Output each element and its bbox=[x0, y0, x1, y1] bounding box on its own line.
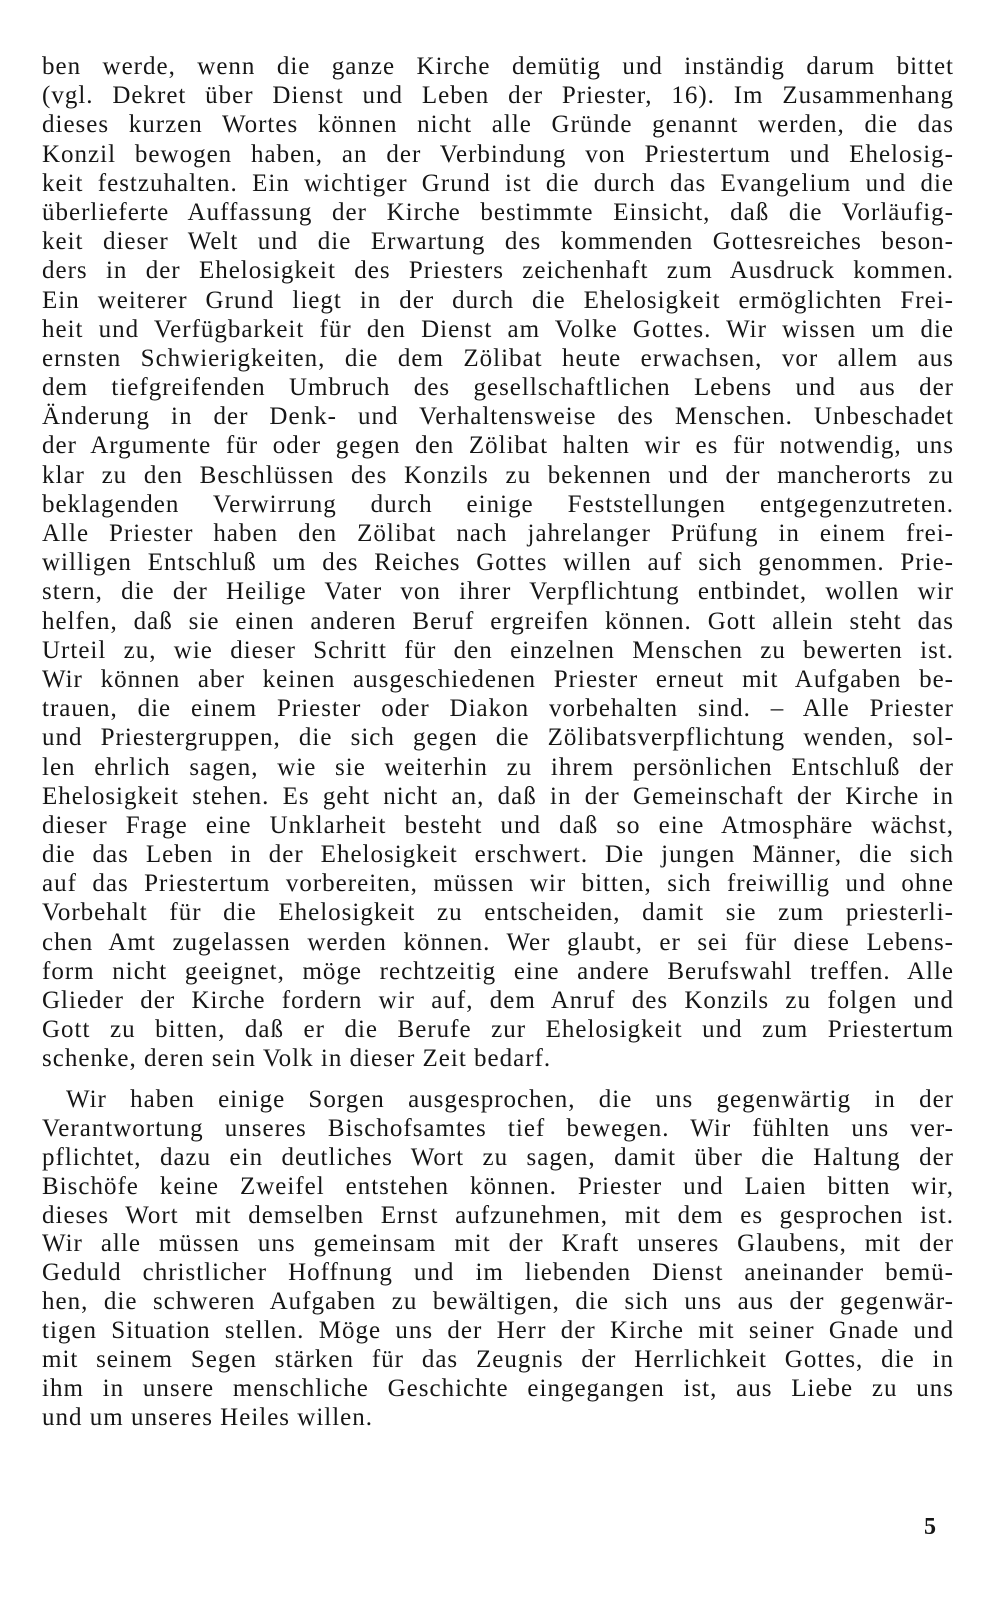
text-line: schenke, deren sein Volk in dieser Zeit bedarf. bbox=[42, 1045, 552, 1073]
paragraph-1 bbox=[42, 52, 954, 1074]
text-line: auf das Priestertum vorbereiten, müssen wir bitten, sich freiwillig und ohne bbox=[42, 870, 954, 898]
text-line: Wir können aber keinen ausgeschiedenen Priester erneut mit Aufgaben be- bbox=[42, 665, 954, 693]
text-line: Glieder der Kirche fordern wir auf, dem Anruf des Konzils zu folgen und bbox=[42, 987, 954, 1014]
text-line: und Priestergruppen, die sich gegen die Zölibatsverpflichtung wenden, sol- bbox=[42, 724, 954, 752]
text-line: der Argumente für oder gegen den Zölibat halten wir es für notwendig, uns bbox=[42, 432, 954, 460]
text-line: keit festzuhalten. Ein wichtiger Grund ist die durch das Evangelium und die bbox=[42, 169, 954, 197]
text-line: überlieferte Auffassung der Kirche bestimmte Einsicht, daß die Vorläufig- bbox=[42, 198, 954, 226]
text-line: Vorbehalt für die Ehelosigkeit zu entscheiden, damit sie zum priesterli- bbox=[42, 899, 954, 927]
text-line: stern, die der Heilige Vater von ihrer Verpflichtung entbindet, wollen wir bbox=[42, 578, 954, 606]
text-line: Alle Priester haben den Zölibat nach jahrelanger Prüfung in einem frei- bbox=[42, 520, 954, 547]
text-line: und um unseres Heiles willen. bbox=[42, 1403, 374, 1431]
text-line: die das Leben in der Ehelosigkeit erschwert. Die jungen Männer, die sich bbox=[42, 841, 954, 869]
text-line: pflichtet, dazu ein deutliches Wort zu sagen, damit über die Haltung der bbox=[42, 1143, 954, 1171]
text-line: dieser Frage eine Unklarheit besteht und daß so eine Atmosphäre wächst, bbox=[42, 811, 954, 839]
text-line: willigen Entschluß um des Reiches Gottes willen auf sich genommen. Prie- bbox=[42, 549, 954, 577]
text-line: Ein weiterer Grund liegt in der durch die Ehelosigkeit ermöglichten Frei- bbox=[42, 286, 954, 314]
text-line: ernsten Schwierigkeiten, die dem Zölibat heute erwachsen, vor allem aus bbox=[42, 344, 954, 372]
text-line: chen Amt zugelassen werden können. Wer glaubt, er sei für diese Lebens- bbox=[42, 928, 954, 956]
text-line: Verantwortung unseres Bischofsamtes tief bewegen. Wir fühlten uns ver- bbox=[42, 1114, 954, 1142]
text-line: Bischöfe keine Zweifel entstehen können. Priester und Laien bitten wir, bbox=[42, 1172, 954, 1200]
text-line: Wir haben einige Sorgen ausgesprochen, die uns gegenwärtig in der bbox=[66, 1086, 954, 1113]
text-line: heit und Verfügbarkeit für den Dienst am Volke Gottes. Wir wissen um die bbox=[42, 315, 954, 343]
text-line: keit dieser Welt und die Erwartung des kommenden Gottesreiches beson- bbox=[42, 228, 954, 256]
page-number: 5 bbox=[924, 1514, 936, 1540]
text-line: Ehelosigkeit stehen. Es geht nicht an, daß in der Gemeinschaft der Kirche in bbox=[42, 782, 954, 810]
paragraph-2 bbox=[42, 1086, 954, 1433]
text-line: dem tiefgreifenden Umbruch des gesellschaftlichen Lebens und aus der bbox=[42, 374, 954, 402]
text-line: form nicht geeignet, möge rechtzeitig eine andere Berufswahl treffen. Alle bbox=[42, 957, 954, 985]
text-line: trauen, die einem Priester oder Diakon vorbehalten sind. – Alle Priester bbox=[42, 695, 954, 723]
text-line: helfen, daß sie einen anderen Beruf ergreifen können. Gott allein steht das bbox=[42, 607, 954, 635]
text-line: klar zu den Beschlüssen des Konzils zu bekennen und der mancherorts zu bbox=[42, 461, 954, 489]
text-line: len ehrlich sagen, wie sie weiterhin zu ihrem persönlichen Entschluß der bbox=[42, 753, 954, 781]
text-line: ihm in unsere menschliche Geschichte eingegangen ist, aus Liebe zu uns bbox=[42, 1374, 954, 1402]
text-line: ders in der Ehelosigkeit des Priesters zeichenhaft zum Ausdruck kommen. bbox=[42, 257, 954, 285]
text-line: Geduld christlicher Hoffnung und im liebenden Dienst aneinander bemü- bbox=[42, 1259, 954, 1287]
text-line: tigen Situation stellen. Möge uns der Herr der Kirche mit seiner Gnade und bbox=[42, 1317, 954, 1345]
text-line: beklagenden Verwirrung durch einige Feststellungen entgegenzutreten. bbox=[42, 490, 954, 518]
text-line: dieses Wort mit demselben Ernst aufzunehmen, mit dem es gesprochen ist. bbox=[42, 1201, 954, 1229]
text-line: Wir alle müssen uns gemeinsam mit der Kraft unseres Glaubens, mit der bbox=[42, 1230, 954, 1258]
text-line: dieses kurzen Wortes können nicht alle Gründe genannt werden, die das bbox=[42, 111, 954, 139]
text-line: mit seinem Segen stärken für das Zeugnis der Herrlichkeit Gottes, die in bbox=[42, 1346, 954, 1374]
text-line: ben werde, wenn die ganze Kirche demütig und inständig darum bittet bbox=[42, 53, 954, 80]
text-line: Änderung in der Denk- und Verhaltensweise des Menschen. Unbeschadet bbox=[42, 403, 954, 431]
text-line: Gott zu bitten, daß er die Berufe zur Ehelosigkeit und zum Priestertum bbox=[42, 1016, 954, 1044]
text-line: Konzil bewogen haben, an der Verbindung von Priestertum und Ehelosig- bbox=[42, 140, 954, 168]
text-line: hen, die schweren Aufgaben zu bewältigen, die sich uns aus der gegenwär- bbox=[42, 1288, 954, 1316]
text-line: (vgl. Dekret über Dienst und Leben der Priester, 16). Im Zusammenhang bbox=[42, 82, 954, 110]
text-line: Urteil zu, wie dieser Schritt für den einzelnen Menschen zu bewerten ist. bbox=[42, 636, 954, 664]
